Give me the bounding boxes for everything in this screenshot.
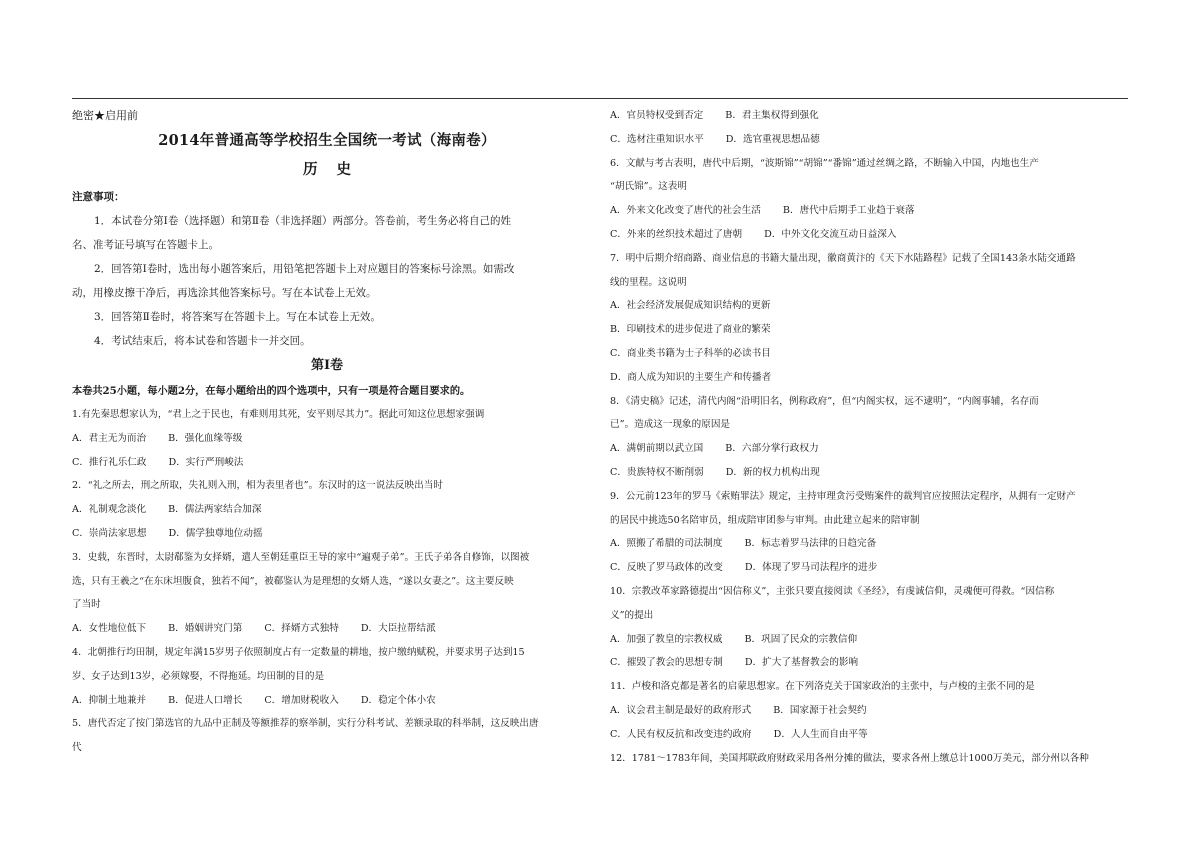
q8-options-ab xyxy=(610,437,1120,461)
q3-stem-1: 3．史载，东晋时，太尉郗鉴为女择婿，遣人至朝廷重臣王导的家中“遍观子弟”。王氏子弟各自修饰，以图被 xyxy=(72,551,530,563)
note-2-cont: 动，用橡皮擦干净后，再选涂其他答案标号。写在本试卷上无效。 xyxy=(72,287,377,299)
part-1-instruction: 本卷共25小题，每小题2分，在每小题给出的四个选项中，只有一项是符合题目要求的。 xyxy=(72,385,471,397)
q7-option-a: A．社会经济发展促成知识结构的更新 xyxy=(610,300,771,312)
note-4: 4．考试结束后，将本试卷和答题卡一并交回。 xyxy=(94,335,311,347)
q8-stem-2: 已”。造成这一现象的原因是 xyxy=(610,419,731,431)
q3-option-d: D．大臣拉帮结派 xyxy=(360,623,436,635)
q5-option-b: B．君主集权得到强化 xyxy=(725,110,819,121)
q5-option-a: A．官员特权受到否定 xyxy=(610,110,704,121)
note-3: 3．回答第Ⅱ卷时，将答案写在答题卡上。写在本试卷上无效。 xyxy=(94,311,381,323)
q6-stem-2: “胡氏锦”。这表明 xyxy=(610,181,687,193)
q2-options-ab xyxy=(72,498,582,522)
q2-stem: 2．“礼之所去，刑之所取，失礼则入刑，相为表里者也”。东汉时的这一说法反映出当时 xyxy=(72,480,443,492)
q4-option-a: A．抑制土地兼并 xyxy=(72,694,147,706)
q5-option-c: C．选材注重知识水平 xyxy=(610,133,704,145)
q1-options-cd xyxy=(72,451,582,475)
q6-stem-1: 6．文献与考古表明，唐代中后期，“波斯锦”“胡锦”“番锦”通过丝绸之路，不断输入中国，内地也生产 xyxy=(610,157,1039,169)
subject-title: 历 史 xyxy=(302,161,352,178)
q8-option-a: A．满朝前期以武立国 xyxy=(610,443,704,455)
q5-stem-2: 代 xyxy=(72,742,82,754)
top-rule xyxy=(72,98,1128,99)
q4-stem-1: 4．北朝推行均田制，规定年满15岁男子依照制度占有一定数量的耕地，按户缴纳赋税，并要求男子达到15 xyxy=(72,646,525,658)
note-2: 2．回答第Ⅰ卷时，选出每小题答案后，用铅笔把答题卡上对应题目的答案标号涂黑。如需改 xyxy=(94,263,515,275)
q3-option-b: B．婚姻讲究门第 xyxy=(168,623,243,635)
q6-option-b: B．唐代中后期手工业趋于衰落 xyxy=(782,205,915,217)
q10-stem-2: 义”的提出 xyxy=(610,609,654,621)
q6-option-a: A．外来文化改变了唐代的社会生活 xyxy=(610,205,761,217)
q5-stem-1: 5．唐代否定了按门第选官的九品中正制及等额推荐的察举制，实行分科考试、差额录取的科举制，这反映出唐 xyxy=(72,718,539,730)
confidential-mark: 绝密★启用前 xyxy=(72,109,138,122)
right-column xyxy=(610,104,1120,770)
q10-option-c: C．摧毁了教会的思想专制 xyxy=(610,657,723,669)
q6-options-ab xyxy=(610,199,1120,223)
q12-stem: 12．1781～1783年间，美国邦联政府财政采用各州分摊的做法，要求各州上缴总计1000万美元，部分州以各种 xyxy=(610,752,1089,764)
q9-option-b: B．标志着罗马法律的日趋完备 xyxy=(744,538,877,550)
q7-stem-2: 线的里程。这说明 xyxy=(610,276,687,288)
q9-stem-2: 的居民中挑选50名陪审员，组成陪审团参与审判。由此建立起来的陪审制 xyxy=(610,514,920,526)
q4-option-d: D．稳定个体小农 xyxy=(360,694,436,706)
q2-option-b: B．儒法两家结合加深 xyxy=(168,504,262,516)
q4-stem-2: 岁、女子达到13岁，必须嫁娶，不得拖延。均田制的目的是 xyxy=(72,670,325,682)
q11-options-ab xyxy=(610,699,1120,723)
q8-stem-1: 8．《清史稿》记述，清代内阁“沿明旧名，例称政府”，但“内阁实权，远不逮明”，“内阁事辅，名存而 xyxy=(610,395,1039,407)
q9-option-a: A．照搬了希腊的司法制度 xyxy=(610,538,723,550)
q1-option-c: C．推行礼乐仁政 xyxy=(72,456,147,468)
q5-option-d: D．选官重视思想品德 xyxy=(725,133,820,145)
q9-options-ab xyxy=(610,532,1120,556)
q6-option-d: D．中外文化交流互动日益深入 xyxy=(764,228,897,240)
q9-stem-1: 9．公元前123年的罗马《索贿罪法》规定，主持审理贪污受贿案件的裁判官应按照法定程序，从拥有一定财产 xyxy=(610,490,1076,502)
q6-option-c: C．外来的丝织技术超过了唐朝 xyxy=(610,228,743,240)
q1-option-a: A．君主无为而治 xyxy=(72,432,147,444)
q8-option-c: C．贵族特权不断削弱 xyxy=(610,466,704,478)
q4-options xyxy=(72,689,582,713)
note-1: 1．本试卷分第Ⅰ卷（选择题）和第Ⅱ卷（非选择题）两部分。答卷前，考生务必将自己的姓 xyxy=(94,215,511,227)
q4-option-b: B．促进人口增长 xyxy=(168,694,243,706)
note-1-cont: 名、准考证号填写在答题卡上。 xyxy=(72,239,219,251)
exam-title: 2014年普通高等学校招生全国统一考试（海南卷） xyxy=(158,132,496,149)
q10-option-b: B．巩固了民众的宗教信仰 xyxy=(744,633,858,645)
q2-option-d: D．儒学独尊地位动摇 xyxy=(168,527,263,539)
q11-option-d: D．人人生而自由平等 xyxy=(773,728,868,740)
left-column xyxy=(72,104,582,760)
q2-options-cd xyxy=(72,522,582,546)
q1-stem: 1.有先秦思想家认为，“君上之于民也，有难则用其死，安平则尽其力”。据此可知这位思想家强调 xyxy=(72,409,485,420)
q6-options-cd xyxy=(610,223,1120,247)
q5-options-ab xyxy=(610,104,1120,128)
q7-option-b: B．印刷技术的进步促进了商业的繁荣 xyxy=(610,324,771,336)
q10-options-ab xyxy=(610,628,1120,652)
q10-stem-1: 10．宗教改革家路德提出“因信称义”，主张只要直接阅读《圣经》，有虔诚信仰，灵魂便可得救。“因信称 xyxy=(610,585,1055,597)
q11-option-b: B．国家源于社会契约 xyxy=(773,704,867,716)
q7-stem-1: 7．明中后期介绍商路、商业信息的书籍大量出现，徽商黄汴的《天下水陆路程》记载了全国143条水陆交通路 xyxy=(610,252,1076,264)
q9-option-d: D．体现了罗马司法程序的进步 xyxy=(744,562,878,574)
q5-options-cd xyxy=(610,128,1120,152)
q9-options-cd xyxy=(610,556,1120,580)
part-1-heading: 第Ⅰ卷 xyxy=(310,358,344,373)
q8-options-cd xyxy=(610,461,1120,485)
q11-option-a: A．议会君主制是最好的政府形式 xyxy=(610,704,752,716)
q7-option-d: D．商人成为知识的主要生产和传播者 xyxy=(610,371,772,383)
q4-option-c: C．增加财税收入 xyxy=(264,694,339,706)
q2-option-a: A．礼制观念淡化 xyxy=(72,504,147,516)
q11-options-cd xyxy=(610,723,1120,747)
q3-options xyxy=(72,617,582,641)
notes-heading: 注意事项： xyxy=(72,191,125,203)
q11-stem: 11．卢梭和洛克都是著名的启蒙思想家。在下列洛克关于国家政治的主张中，与卢梭的主张不同的是 xyxy=(610,681,1035,693)
q1-options-ab xyxy=(72,427,582,451)
q8-option-d: D．新的权力机构出现 xyxy=(725,466,820,478)
q2-option-c: C．崇尚法家思想 xyxy=(72,527,147,539)
q1-option-d: D．实行严刑峻法 xyxy=(168,456,244,468)
q3-stem-3: 了当时 xyxy=(72,599,101,611)
q10-option-a: A．加强了教皇的宗教权威 xyxy=(610,633,723,645)
q3-option-c: C．择婿方式独特 xyxy=(264,623,339,635)
q3-option-a: A．女性地位低下 xyxy=(72,623,147,635)
q9-option-c: C．反映了罗马政体的改变 xyxy=(610,562,723,574)
q10-options-cd xyxy=(610,651,1120,675)
q7-option-c: C．商业类书籍为士子科举的必读书目 xyxy=(610,347,771,359)
q3-stem-2: 选，只有王羲之“在东床坦腹食，独若不闻”，被郗鉴认为是理想的女婿人选，“遂以女妻之”。这主要反映 xyxy=(72,575,514,587)
q1-option-b: B．强化血缘等级 xyxy=(168,432,243,444)
q10-option-d: D．扩大了基督教会的影响 xyxy=(744,657,859,669)
q11-option-c: C．人民有权反抗和改变违约政府 xyxy=(610,728,752,740)
q8-option-b: B．六部分掌行政权力 xyxy=(725,443,819,455)
